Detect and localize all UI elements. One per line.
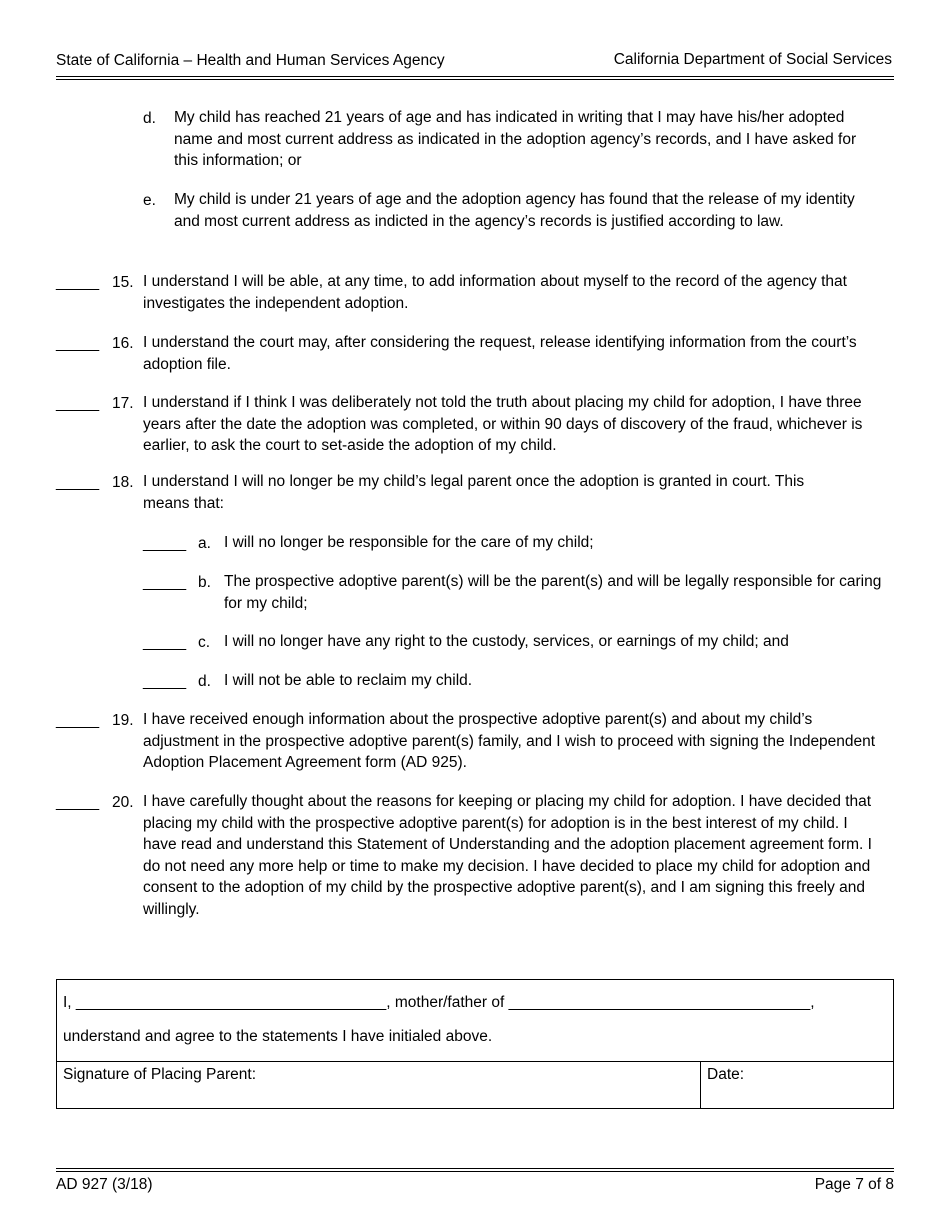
item-text: My child has reached 21 years of age and has indicated in writing that I may have his/her adopted name and most current address as indicated in the adoption agency’s records, and I have asked for this information; or bbox=[174, 109, 857, 169]
agency-name: State of California – Health and Human Services Agency bbox=[56, 52, 445, 69]
signature-field-label[interactable]: Signature of Placing Parent: bbox=[63, 1066, 257, 1083]
item-number: 20. bbox=[112, 794, 134, 811]
item-letter: e. bbox=[143, 192, 156, 209]
header-rule bbox=[56, 76, 894, 80]
item-text: I understand the court may, after considering the request, release identifying information from the court’s adoption file. bbox=[143, 334, 857, 373]
agreement-statement: understand and agree to the statements I have initialed above. bbox=[63, 1028, 493, 1045]
subitem-text: I will not be able to reclaim my child. bbox=[224, 672, 473, 689]
item-text: I understand I will be able, at any time, to add information about myself to the record of the agency that investigates the independent adoption. bbox=[143, 273, 847, 312]
item-letter: d. bbox=[143, 110, 156, 127]
item-text: I understand if I think I was deliberately not told the truth about placing my child for adoption, I have three years after the date the adoption was completed, or within 90 days of discovery of the fraud, whichever is earlier, to ask the court to set-aside the adoption of my child. bbox=[143, 394, 863, 454]
initial-blank[interactable]: _____ bbox=[143, 673, 187, 690]
initial-blank[interactable]: _____ bbox=[56, 794, 100, 811]
department-name: California Department of Social Services bbox=[613, 51, 892, 68]
box-column-divider bbox=[700, 1061, 701, 1108]
item-text: I have carefully thought about the reasons for keeping or placing my child for adoption. I have decided that placing my child with the prospective adoptive parent(s) for adoption is in the best interest of my child. I have read and understand this Statement of Understanding and the adoption placement agreement form. I do not need any more help or time to make my decision. I have decided to place my child for adoption and consent to the adoption of my child by the prospective adoptive parent(s), and I am signing this freely and willingly. bbox=[143, 793, 872, 918]
page-header bbox=[56, 50, 894, 74]
initial-blank[interactable]: _____ bbox=[56, 335, 100, 352]
initial-blank[interactable]: _____ bbox=[143, 535, 187, 552]
item-text: I have received enough information about the prospective adoptive parent(s) and about my child’s adjustment in the prospective adoptive parent(s) family, and I wish to proceed with signing the Independent Adoption Placement Agreement form (AD 925). bbox=[143, 711, 876, 771]
page-number: Page 7 of 8 bbox=[814, 1176, 894, 1193]
signature-box bbox=[56, 979, 894, 1109]
item-number: 15. bbox=[112, 274, 134, 291]
footer-rule bbox=[56, 1168, 894, 1172]
box-divider bbox=[57, 1061, 893, 1062]
subitem-letter: b. bbox=[198, 574, 211, 591]
date-field-label[interactable]: Date: bbox=[707, 1066, 745, 1083]
subitem-letter: a. bbox=[198, 535, 211, 552]
initial-blank[interactable]: _____ bbox=[56, 474, 100, 491]
subitem-letter: d. bbox=[198, 673, 211, 690]
subitem-text: The prospective adoptive parent(s) will be the parent(s) and will be legally responsible for caring for my child; bbox=[224, 573, 882, 612]
initial-blank[interactable]: _____ bbox=[56, 274, 100, 291]
initial-blank[interactable]: _____ bbox=[143, 634, 187, 651]
item-number: 17. bbox=[112, 395, 134, 412]
item-text: I understand I will no longer be my child’s legal parent once the adoption is granted in court. This means that: bbox=[143, 473, 805, 512]
form-id: AD 927 (3/18) bbox=[56, 1176, 153, 1193]
item-number: 16. bbox=[112, 335, 134, 352]
initial-blank[interactable]: _____ bbox=[56, 395, 100, 412]
item-number: 18. bbox=[112, 474, 134, 491]
subitem-text: I will no longer be responsible for the care of my child; bbox=[224, 534, 594, 551]
initial-blank[interactable]: _____ bbox=[56, 712, 100, 729]
parent-name-line[interactable]: I, ____________________________________, mother/father of ___________________________________, bbox=[63, 994, 815, 1011]
subitem-letter: c. bbox=[198, 634, 211, 651]
subitem-text: I will no longer have any right to the custody, services, or earnings of my child; and bbox=[224, 633, 789, 650]
item-number: 19. bbox=[112, 712, 134, 729]
initial-blank[interactable]: _____ bbox=[143, 574, 187, 591]
item-text: My child is under 21 years of age and the adoption agency has found that the release of my identity and most current address as indicted in the agency’s records is justified according to law. bbox=[174, 191, 855, 230]
